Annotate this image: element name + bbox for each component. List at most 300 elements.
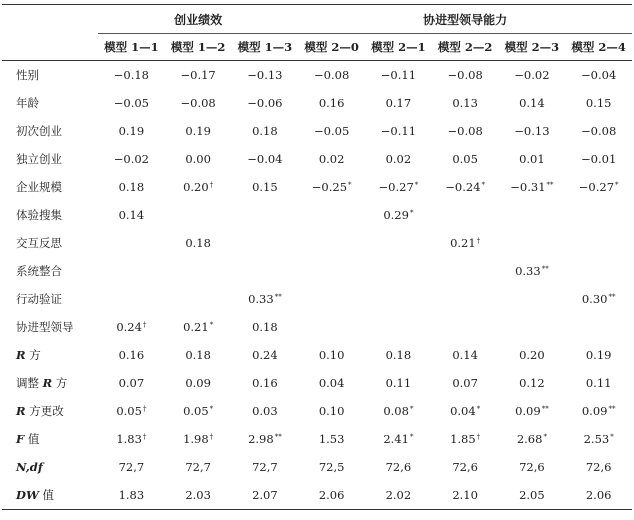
table-cell [365, 89, 432, 117]
cell-value: 0.04 [450, 404, 476, 418]
table-cell [98, 397, 165, 425]
table-cell [432, 397, 499, 425]
table-cell [165, 173, 232, 201]
table-cell [365, 481, 432, 510]
cell-value: 0.29 [383, 208, 409, 222]
cell-value: 0.33 [248, 292, 274, 306]
table-cell [298, 285, 365, 313]
table-cell [298, 341, 365, 369]
table-cell [165, 61, 232, 90]
cell-value: 72,6 [585, 460, 612, 474]
row-label [2, 397, 98, 425]
table-cell [499, 369, 566, 397]
cell-value: −0.08 [180, 96, 216, 110]
cell-value: 0.18 [185, 236, 211, 250]
model-header-row [2, 34, 632, 61]
table-cell [298, 313, 365, 341]
table-cell [432, 117, 499, 145]
table-row [2, 397, 632, 425]
cell-value: 0.18 [385, 348, 412, 362]
table-cell [365, 257, 432, 285]
table-row [2, 481, 632, 510]
row-label-text: 企业规模 [16, 180, 62, 194]
row-label-text: 方 [52, 376, 68, 390]
cell-value: 0.18 [252, 124, 278, 138]
table-cell [298, 89, 365, 117]
cell-value: 0.11 [385, 376, 412, 390]
table-cell [565, 117, 632, 145]
table-cell [98, 229, 165, 257]
table-cell [298, 201, 365, 229]
group-header-performance: 创业绩效 [98, 5, 298, 34]
table-cell [565, 481, 632, 510]
cell-value: 2.05 [519, 488, 545, 502]
cell-value: −0.05 [314, 124, 350, 138]
cell-value: −0.31 [510, 180, 546, 194]
table-cell [298, 173, 365, 201]
significance-marker: ** [274, 433, 282, 441]
cell-value: −0.11 [380, 68, 417, 82]
table-cell [365, 397, 432, 425]
corner-cell [2, 5, 98, 34]
table-cell [232, 369, 299, 397]
table-row [2, 229, 632, 257]
table-cell [499, 341, 566, 369]
table-cell [432, 313, 499, 341]
cell-value: 0.09 [185, 376, 211, 390]
table-cell [232, 481, 299, 510]
table-cell [298, 397, 365, 425]
table-row [2, 201, 632, 229]
table-row [2, 369, 632, 397]
cell-value: 0.18 [118, 180, 145, 194]
row-label [2, 285, 98, 313]
table-cell [565, 173, 632, 201]
cell-value: 0.33 [515, 264, 541, 278]
table-cell [165, 89, 232, 117]
table-cell [432, 453, 499, 481]
significance-marker: * [409, 433, 414, 441]
cell-value: 0.08 [383, 404, 409, 418]
table-cell [298, 61, 365, 90]
row-label [2, 369, 98, 397]
table-cell [98, 369, 165, 397]
table-cell [565, 285, 632, 313]
cell-value: −0.04 [247, 152, 283, 166]
cell-value: 1.98 [183, 432, 209, 446]
cell-value: 1.85 [450, 432, 476, 446]
row-label-symbol: R [16, 404, 26, 418]
cell-value: 2.53 [583, 432, 610, 446]
table-cell [298, 453, 365, 481]
cell-value: 0.20 [183, 180, 209, 194]
table-cell [98, 89, 165, 117]
row-label-text: 方更改 [25, 404, 64, 418]
table-cell [365, 369, 432, 397]
model-header: 模型 1—1 [98, 34, 165, 61]
cell-value: 0.12 [519, 376, 545, 390]
cell-value: 0.15 [252, 180, 278, 194]
table-cell [298, 369, 365, 397]
table-cell [432, 229, 499, 257]
cell-value: −0.17 [180, 68, 216, 82]
table-row [2, 425, 632, 453]
cell-value: 0.21 [183, 320, 209, 334]
table-cell [565, 201, 632, 229]
table-cell [165, 341, 232, 369]
row-label-text: 系统整合 [16, 264, 62, 278]
cell-value: 0.14 [118, 208, 145, 222]
cell-value: −0.13 [514, 124, 550, 138]
table-cell [565, 341, 632, 369]
cell-value: −0.27 [378, 180, 414, 194]
cell-value: −0.25 [311, 180, 348, 194]
table-cell [98, 453, 165, 481]
table-cell [232, 173, 299, 201]
table-cell [232, 145, 299, 173]
row-label-symbol: R [16, 348, 26, 362]
row-label-symbol: N,df [16, 460, 43, 474]
group-header-leadership: 协进型领导能力 [298, 5, 632, 34]
cell-value: −0.08 [581, 124, 617, 138]
table-cell [499, 61, 566, 90]
row-label-text: 初次创业 [16, 124, 62, 138]
model-header: 模型 2—0 [298, 34, 365, 61]
table-cell [165, 425, 232, 453]
table-cell [365, 341, 432, 369]
significance-marker: † [209, 181, 214, 189]
cell-value: −0.01 [581, 152, 617, 166]
significance-marker: * [543, 433, 547, 441]
significance-marker: * [209, 405, 214, 413]
table-cell [232, 397, 299, 425]
row-label-text: 值 [38, 488, 55, 502]
cell-value: −0.11 [380, 124, 417, 138]
table-cell [499, 257, 566, 285]
table-cell [232, 257, 299, 285]
cell-value: 0.18 [252, 320, 278, 334]
cell-value: 0.14 [519, 96, 545, 110]
row-label [2, 257, 98, 285]
table-cell [565, 229, 632, 257]
row-label [2, 229, 98, 257]
cell-value: −0.02 [113, 152, 149, 166]
significance-marker: ** [541, 265, 549, 273]
group-header-row [2, 5, 632, 34]
cell-value: 0.05 [452, 152, 478, 166]
table-cell [365, 285, 432, 313]
row-label-symbol: F [16, 432, 25, 446]
table-cell [98, 117, 165, 145]
significance-marker: † [142, 405, 147, 413]
significance-marker: * [414, 181, 419, 189]
table-cell [232, 313, 299, 341]
cell-value: 72,6 [519, 460, 545, 474]
table-cell [365, 425, 432, 453]
significance-marker: * [348, 181, 352, 189]
cell-value: −0.27 [578, 180, 615, 194]
table-cell [165, 257, 232, 285]
table-cell [98, 145, 165, 173]
table-cell [165, 145, 232, 173]
row-label-text: 协进型领导 [16, 320, 74, 334]
cell-value: 0.07 [118, 376, 145, 390]
model-header: 模型 1—3 [232, 34, 299, 61]
table-cell [499, 425, 566, 453]
row-label-text: 体验搜集 [16, 208, 62, 222]
cell-value: 0.13 [452, 96, 478, 110]
table-cell [565, 397, 632, 425]
model-header-blank [2, 34, 98, 61]
cell-value: 0.02 [318, 152, 345, 166]
table-cell [432, 257, 499, 285]
cell-value: 2.02 [385, 488, 412, 502]
significance-marker: * [209, 321, 214, 329]
table-cell [298, 229, 365, 257]
row-label [2, 89, 98, 117]
table-cell [165, 369, 232, 397]
significance-marker: * [481, 181, 486, 189]
table-cell [432, 285, 499, 313]
cell-value: 2.07 [252, 488, 278, 502]
model-header: 模型 2—1 [365, 34, 432, 61]
cell-value: 0.19 [585, 348, 612, 362]
cell-value: 72,7 [118, 460, 145, 474]
table-cell [565, 257, 632, 285]
cell-value: 0.19 [118, 124, 145, 138]
table-cell [499, 229, 566, 257]
cell-value: 0.16 [252, 376, 278, 390]
row-label-symbol: DW [16, 488, 39, 502]
cell-value: 0.19 [185, 124, 211, 138]
row-label-text: 性别 [16, 68, 39, 82]
row-label [2, 117, 98, 145]
cell-value: 1.83 [118, 488, 145, 502]
cell-value: 2.06 [585, 488, 612, 502]
cell-value: 0.14 [452, 348, 478, 362]
table-cell [365, 453, 432, 481]
cell-value: 72,5 [318, 460, 345, 474]
table-cell [98, 481, 165, 510]
row-label-prefix: 调整 [16, 376, 43, 390]
cell-value: 0.04 [318, 376, 345, 390]
table-cell [499, 117, 566, 145]
row-label-text: 交互反思 [16, 236, 62, 250]
cell-value: −0.13 [247, 68, 283, 82]
table-cell [432, 145, 499, 173]
cell-value: 0.10 [318, 404, 345, 418]
cell-value: 2.10 [452, 488, 478, 502]
table-cell [232, 89, 299, 117]
table-cell [165, 229, 232, 257]
table-cell [565, 425, 632, 453]
cell-value: 0.21 [450, 236, 476, 250]
cell-value: −0.18 [113, 68, 149, 82]
significance-marker: † [476, 237, 481, 245]
table-cell [499, 201, 566, 229]
significance-marker: ** [274, 293, 282, 301]
table-cell [565, 61, 632, 90]
table-cell [98, 341, 165, 369]
cell-value: −0.24 [445, 180, 481, 194]
table-cell [365, 229, 432, 257]
table-cell [365, 313, 432, 341]
significance-marker: † [209, 433, 214, 441]
cell-value: 72,6 [452, 460, 478, 474]
table-cell [98, 201, 165, 229]
table-cell [499, 173, 566, 201]
cell-value: 0.16 [118, 348, 145, 362]
table-cell [499, 453, 566, 481]
table-cell [499, 313, 566, 341]
table-cell [98, 313, 165, 341]
table-cell [499, 285, 566, 313]
table-row [2, 89, 632, 117]
model-header: 模型 2—4 [565, 34, 632, 61]
table-cell [232, 61, 299, 90]
cell-value: 1.53 [318, 432, 345, 446]
table-cell [499, 145, 566, 173]
model-header: 模型 2—3 [499, 34, 566, 61]
table-row [2, 61, 632, 90]
table-cell [232, 285, 299, 313]
regression-table [2, 4, 632, 510]
row-label [2, 453, 98, 481]
cell-value: 0.11 [585, 376, 612, 390]
table-cell [232, 341, 299, 369]
row-label [2, 425, 98, 453]
table-cell [232, 117, 299, 145]
cell-value: −0.08 [314, 68, 350, 82]
table-cell [365, 61, 432, 90]
row-label-text: 独立创业 [16, 152, 62, 166]
cell-value: 0.24 [252, 348, 278, 362]
cell-value: −0.08 [447, 124, 483, 138]
table-cell [232, 453, 299, 481]
table-cell [165, 313, 232, 341]
table-row [2, 117, 632, 145]
significance-marker: * [476, 405, 481, 413]
table-cell [165, 481, 232, 510]
table-row [2, 145, 632, 173]
table-row [2, 453, 632, 481]
cell-value: −0.05 [113, 96, 149, 110]
table-cell [98, 257, 165, 285]
cell-value: 0.18 [185, 348, 211, 362]
cell-value: 0.05 [116, 404, 142, 418]
row-label [2, 481, 98, 510]
table-cell [432, 89, 499, 117]
cell-value: 72,7 [185, 460, 211, 474]
table-cell [432, 481, 499, 510]
significance-marker: * [409, 209, 414, 217]
cell-value: 0.09 [515, 404, 541, 418]
table-cell [165, 453, 232, 481]
cell-value: 2.06 [318, 488, 345, 502]
table-cell [499, 481, 566, 510]
table-cell [98, 285, 165, 313]
cell-value: 0.01 [519, 152, 545, 166]
table-cell [298, 257, 365, 285]
cell-value: 72,6 [385, 460, 412, 474]
model-header: 模型 1—2 [165, 34, 232, 61]
cell-value: 0.17 [385, 96, 412, 110]
table-cell [432, 173, 499, 201]
cell-value: 0.24 [116, 320, 142, 334]
table-cell [565, 369, 632, 397]
table-cell [432, 61, 499, 90]
cell-value: 2.41 [383, 432, 409, 446]
cell-value: 0.16 [318, 96, 345, 110]
cell-value: −0.06 [247, 96, 283, 110]
table-cell [365, 117, 432, 145]
table-cell [298, 425, 365, 453]
cell-value: 0.10 [318, 348, 345, 362]
significance-marker: ** [541, 405, 549, 413]
cell-value: 0.02 [385, 152, 412, 166]
significance-marker: ** [546, 181, 554, 189]
table-cell [165, 201, 232, 229]
table-row [2, 341, 632, 369]
significance-marker: ** [608, 405, 616, 413]
cell-value: 0.07 [452, 376, 478, 390]
table-cell [365, 145, 432, 173]
table-body [2, 61, 632, 510]
table-row [2, 313, 632, 341]
significance-marker: * [615, 181, 619, 189]
table-cell [232, 425, 299, 453]
cell-value: 0.05 [183, 404, 209, 418]
table-cell [432, 341, 499, 369]
table-cell [298, 145, 365, 173]
cell-value: 72,7 [252, 460, 278, 474]
cell-value: 0.00 [185, 152, 211, 166]
row-label [2, 61, 98, 90]
table-cell [565, 313, 632, 341]
significance-marker: † [142, 433, 147, 441]
row-label-text: 方 [25, 348, 41, 362]
table-cell [98, 425, 165, 453]
table-cell [165, 397, 232, 425]
significance-marker: † [142, 321, 147, 329]
cell-value: 0.30 [581, 292, 608, 306]
significance-marker: * [610, 433, 614, 441]
significance-marker: ** [608, 293, 616, 301]
cell-value: 0.20 [519, 348, 545, 362]
cell-value: 0.03 [252, 404, 278, 418]
row-label-text: 行动验证 [16, 292, 62, 306]
table-cell [232, 229, 299, 257]
table-cell [298, 481, 365, 510]
row-label [2, 313, 98, 341]
table-cell [232, 201, 299, 229]
cell-value: −0.02 [514, 68, 550, 82]
row-label-text: 值 [24, 432, 40, 446]
table-cell [365, 201, 432, 229]
table-cell [298, 117, 365, 145]
cell-value: −0.04 [581, 68, 617, 82]
row-label [2, 145, 98, 173]
row-label-text: 年龄 [16, 96, 39, 110]
table-cell [432, 369, 499, 397]
cell-value: −0.08 [447, 68, 483, 82]
row-label [2, 341, 98, 369]
table-cell [98, 61, 165, 90]
table-row [2, 257, 632, 285]
cell-value: 2.98 [248, 432, 274, 446]
table-cell [365, 173, 432, 201]
table-cell [165, 117, 232, 145]
